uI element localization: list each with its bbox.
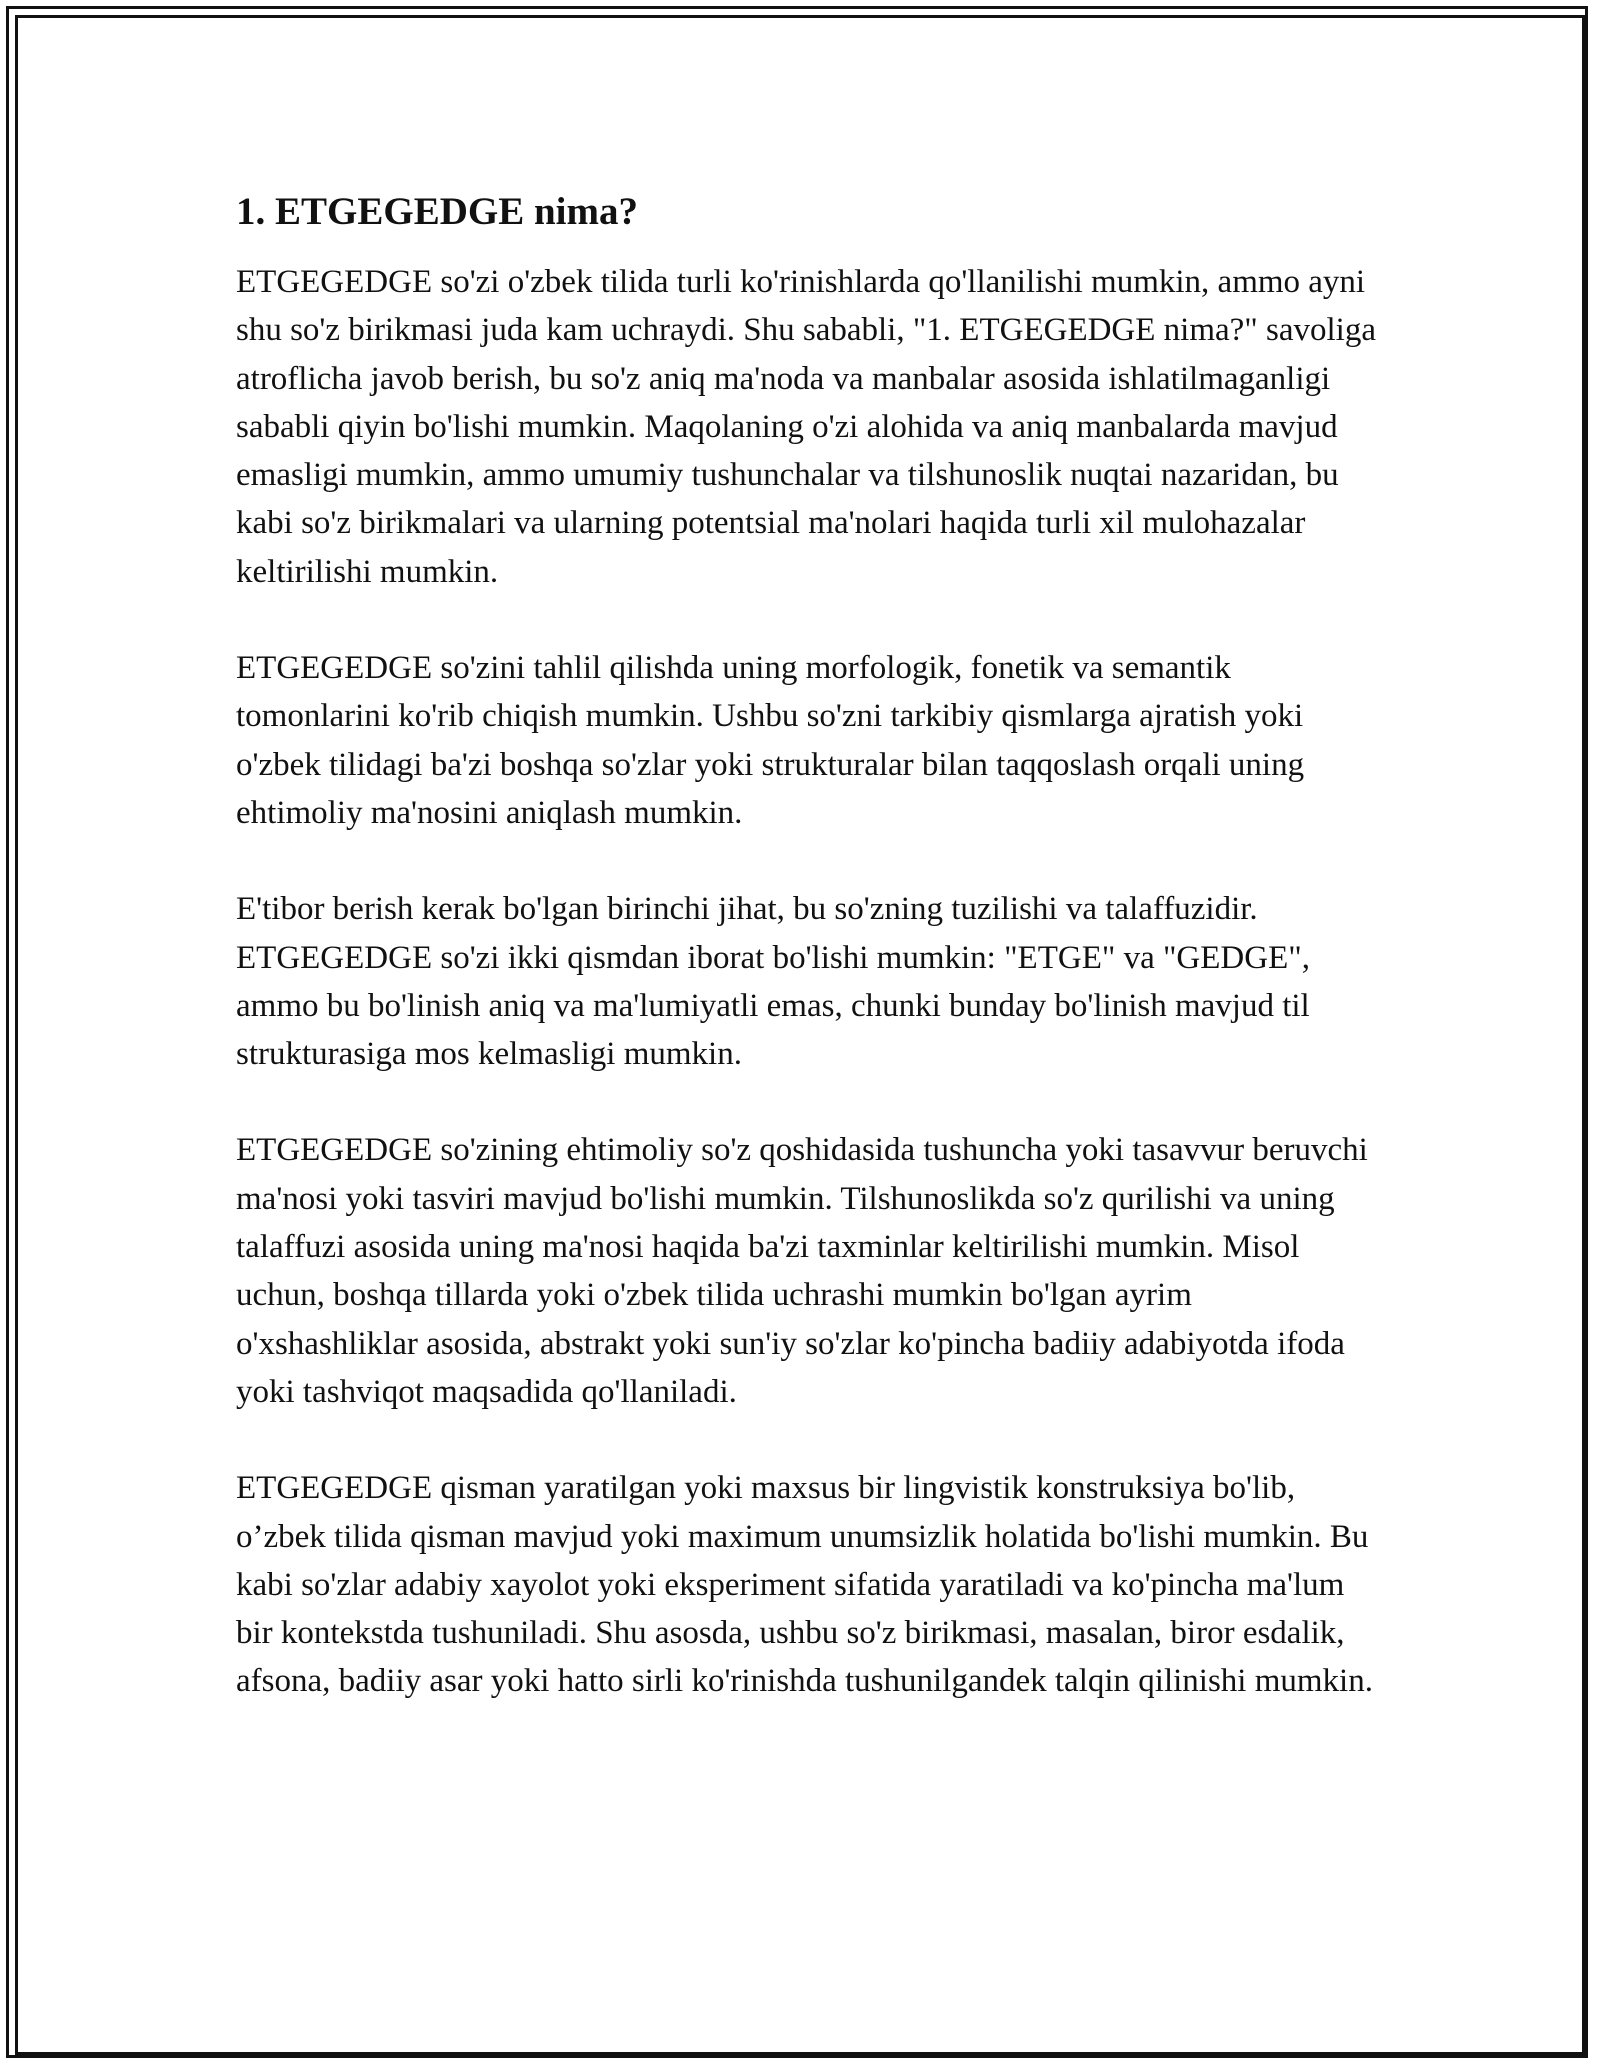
paragraph-3: E'tibor berish kerak bo'lgan birinchi jihat, bu so'zning tuzilishi va talaffuzidir. ETGEGEDGE so'zi ikki qismdan iborat bo'lishi mumkin: "ETGE" va "GEDGE", ammo bu bo'linish aniq va ma'lumiyatli emas, chunki bunday bo'linish mavjud til strukturasiga mos kelmasligi mumkin. [236,891,1310,1073]
paragraph-5: ETGEGEDGE qisman yaratilgan yoki maxsus bir lingvistik konstruksiya bo'lib, o’zbek tilida qisman mavjud yoki maximum unumsizlik holatida bo'lishi mumkin. Bu kabi so'zlar adabiy xayolot yoki eksperiment sifatida yaratiladi va ko'pincha ma'lum bir kontekstda tushuniladi. Shu asosda, ushbu so'z birikmasi, masalan, biror esdalik, afsona, badiiy asar yoki hatto sirli ko'rinishda tushunilgandek talqin qilinishi mumkin. [236,1470,1373,1700]
document-title: 1. ETGEGEDGE nima? [236,190,638,233]
document-body [236,188,1376,1754]
paragraph-4: ETGEGEDGE so'zining ehtimoliy so'z qoshidasida tushuncha yoki tasavvur beruvchi ma'nosi yoki tasviri mavjud bo'lishi mumkin. Tilshunoslikda so'z qurilishi va uning talaffuzi asosida uning ma'nosi haqida ba'zi taxminlar keltirilishi mumkin. Misol uchun, boshqa tillarda yoki o'zbek tilida uchrashi mumkin bo'lgan ayrim o'xshashliklar asosida, abstrakt yoki sun'iy so'zlar ko'pincha badiiy adabiyotda ifoda yoki tashviqot maqsadida qo'llaniladi. [236,1132,1368,1410]
paragraph-2: ETGEGEDGE so'zini tahlil qilishda uning morfologik, fonetik va semantik tomonlarini ko'rib chiqish mumkin. Ushbu so'zni tarkibiy qismlarga ajratish yoki o'zbek tilidagi ba'zi boshqa so'zlar yoki strukturalar bilan taqqoslash orqali uning ehtimoliy ma'nosini aniqlash mumkin. [236,650,1305,831]
paragraph-1: ETGEGEDGE so'zi o'zbek tilida turli ko'rinishlarda qo'llanilishi mumkin, ammo ayni shu so'z birikmasi juda kam uchraydi. Shu sababli, "1. ETGEGEDGE nima?" savoliga atroflicha javob berish, bu so'z aniq ma'noda va manbalar asosida ishlatilmaganligi sababli qiyin bo'lishi mumkin. Maqolaning o'zi alohida va aniq manbalarda mavjud emasligi mumkin, ammo umumiy tushunchalar va tilshunoslik nuqtai nazaridan, bu kabi so'z birikmalari va ularning potentsial ma'nolari haqida turli xil mulohazalar keltirilishi mumkin. [236,264,1376,590]
